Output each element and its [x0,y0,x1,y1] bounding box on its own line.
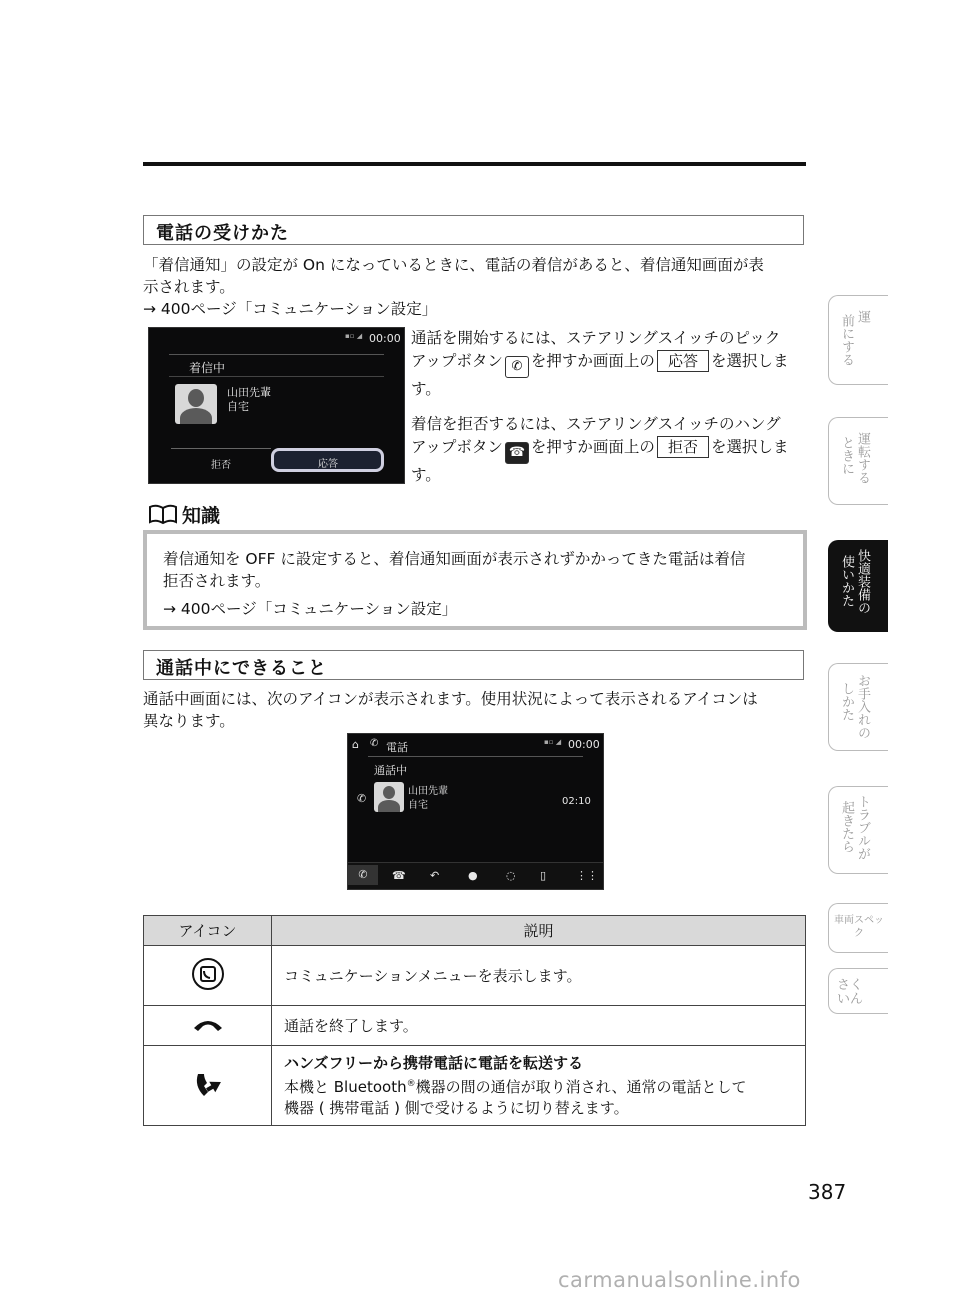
description-cell: コミュニケーションメニューを表示します。 [272,946,806,1006]
knowledge-title: 知識 [182,505,221,527]
column-header-description: 説明 [272,916,806,946]
tab-label: 快適装備の [855,549,870,614]
section-title: 電話の受けかた [156,223,289,244]
tab-label: しかた [839,682,854,721]
knowledge-heading [148,501,268,527]
page-number: 387 [808,1180,847,1204]
intro-line: 異なります。 [143,712,235,730]
call-duration: 02:10 [562,796,591,807]
hold-icon[interactable]: ◌ [506,869,516,882]
answer-button[interactable] [271,448,384,472]
tab-troubleshooting[interactable] [828,786,888,874]
caller-name: 山田先輩 [227,386,271,399]
transfer-call-icon[interactable]: ↶ [430,869,440,882]
tab-label: 運転する [855,432,870,484]
instruction-line: す。 [411,380,441,398]
intro-line: 「着信通知」の設定が On になっているときに、電話の着信があると、着信通知画面が表 [143,256,764,274]
communication-menu-icon [190,956,226,992]
tab-label: 前にする [839,314,854,366]
tab-label: トラブルが [855,795,870,860]
icon-table [143,915,806,1126]
tab-label: 起きたら [839,801,854,853]
tab-index[interactable] [828,968,888,1014]
hangup-button-icon: ☎ [505,442,529,464]
phone-menu-icon[interactable]: ✆ [370,738,379,749]
call-status-header: 通話中 [374,764,407,777]
icon-cell [144,946,272,1006]
incoming-call-screen [148,327,405,484]
instruction-line: す。 [411,466,441,484]
transfer-call-icon [190,1066,226,1102]
in-call-screen [347,733,604,890]
instruction-line: 着信を拒否するには、ステアリングスイッチのハング [411,415,781,433]
mute-mic-icon[interactable]: ● [468,869,478,882]
icon-cell [144,1046,272,1126]
divider [169,376,384,377]
tab-label: 運 [855,310,870,323]
avatar [374,782,404,812]
watermark: carmanualsonline.info [558,1268,801,1292]
tab-vehicle-spec[interactable] [828,903,888,953]
tab-label: ときに [839,436,854,475]
knowledge-text: 着信通知を OFF に設定すると、着信通知画面が表示されずかかってきた電話は着信 [163,550,746,568]
section-heading-during-call [143,650,804,680]
tab-label: お手入れの [855,674,870,739]
call-status-header: 着信中 [189,361,226,375]
clock: 00:00 [568,738,600,751]
answer-instructions [411,327,811,487]
description-cell [272,1046,806,1126]
tab-while-driving[interactable] [828,417,888,505]
table-row [144,1046,806,1126]
clock: 00:00 [369,332,401,345]
description-cell: 通話を終了します。 [272,1006,806,1046]
communication-menu-icon[interactable]: ✆ [348,865,378,885]
page-reference: → 400ページ「コミュニケーション設定」 [143,300,438,318]
tab-maintenance[interactable] [828,663,888,751]
description-line: 機器 ( 携帯電話 ) 側で受けるように切り替えます。 [284,1098,629,1117]
instruction-line: アップボタン ✆ を押すか画面上の 応答 を選択しま [411,350,811,378]
tab-label: 車両スペック [834,915,884,939]
intro-line: 通話中画面には、次のアイコンが表示されます。使用状況によって表示されるアイコンは [143,690,758,708]
divider [368,756,583,757]
table-row [144,946,806,1006]
tab-label: 使いかた [839,555,854,607]
tab-before-driving[interactable] [828,295,888,385]
tab-label: さくいん [837,978,864,1007]
knowledge-box [143,530,807,630]
answer-button-label: 応答 [318,459,338,470]
reject-key-label: 拒否 [657,436,709,458]
avatar [175,384,217,424]
pickup-button-icon: ✆ [505,356,529,378]
section-title: 通話中にできること [156,658,327,679]
instruction-line: 通話を開始するには、ステアリングスイッチのピック [411,329,781,347]
answer-key-label: 応答 [657,350,709,372]
section2-intro [143,688,808,732]
keypad-icon[interactable]: ⋮⋮ [576,869,598,882]
reject-button-label: 拒否 [211,460,231,471]
divider [169,354,384,355]
section-heading-receive-call [143,215,804,245]
table-row [144,1006,806,1046]
caller-name: 山田先輩 [408,786,448,797]
status-icons: ▪▫ ◢ [544,738,562,746]
description-line: 本機と Bluetooth®機器の間の通信が取り消され、通常の電話として [284,1077,747,1096]
phone-icon: ✆ [357,792,367,805]
end-call-icon [190,1014,226,1034]
section1-intro [143,254,808,320]
instruction-line: アップボタン ☎ を押すか画面上の 拒否 を選択しま [411,436,811,464]
call-toolbar [348,862,603,890]
intro-line: 示されます。 [143,278,235,296]
reject-button[interactable] [171,448,271,471]
caller-place: 自宅 [408,800,428,811]
column-header-icon: アイコン [144,916,272,946]
phone-keypad-alt-icon[interactable]: ▯ [540,869,547,882]
description-heading: ハンズフリーから携帯電話に電話を転送する [284,1053,583,1072]
app-title: 電話 [386,741,408,754]
book-icon [148,503,178,525]
tab-comfort-features[interactable] [828,540,888,632]
end-call-icon[interactable]: ☎ [392,869,406,882]
home-icon[interactable]: ⌂ [352,738,359,751]
status-icons: ▪▫ ◢ [345,332,363,340]
icon-cell [144,1006,272,1046]
caller-place: 自宅 [227,400,249,413]
knowledge-text: 拒否されます。 [163,572,271,590]
page-reference: → 400ページ「コミュニケーション設定」 [163,600,458,618]
top-rule [143,162,806,166]
